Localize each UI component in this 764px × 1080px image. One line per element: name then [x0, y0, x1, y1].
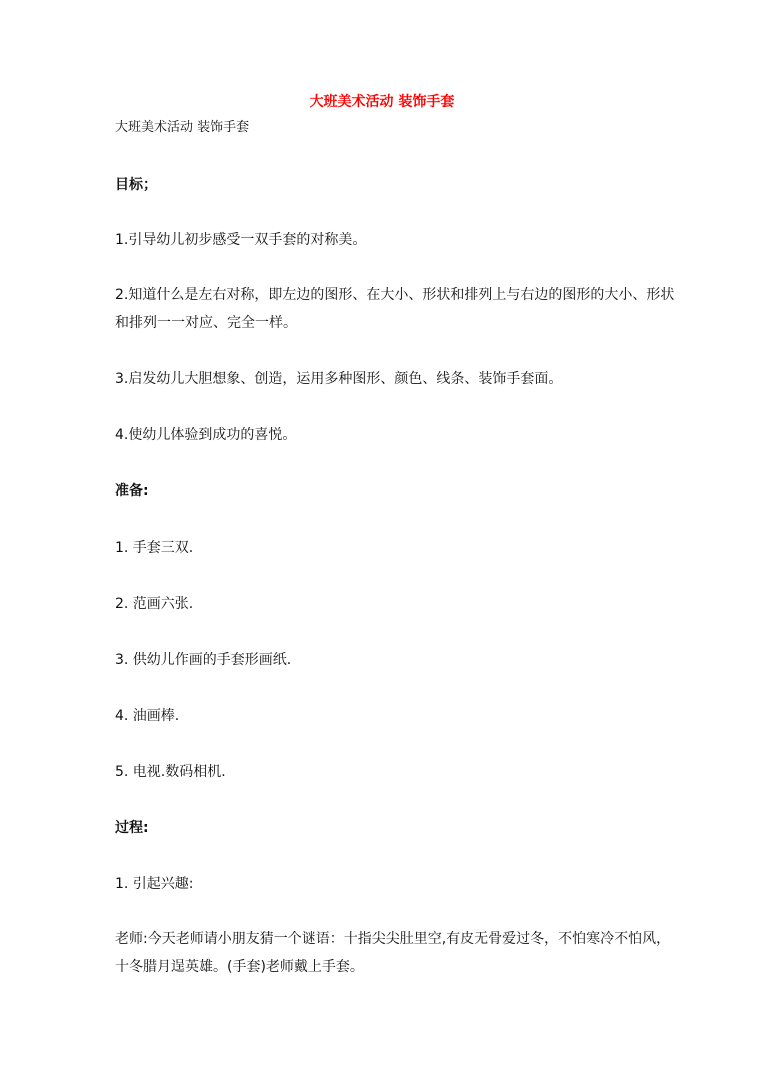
process-item: 1. 引起兴趣:: [115, 876, 194, 892]
document-title: 大班美术活动 装饰手套: [309, 94, 455, 110]
prep-item: 5. 电视.数码相机.: [115, 764, 226, 780]
goal-item: 4.使幼儿体验到成功的喜悦。: [115, 427, 297, 443]
goal-item: 1.引导幼儿初步感受一双手套的对称美。: [115, 232, 367, 248]
process-heading: 过程:: [115, 820, 149, 836]
prep-item: 2. 范画六张.: [115, 596, 194, 612]
prep-heading: 准备:: [115, 483, 149, 499]
process-paragraph: 老师:今天老师请小朋友猜一个谜语：十指尖尖肚里空,有皮无骨爱过冬，不怕寒冷不怕风，十冬腊月逞英雄。(手套)老师戴上手套。: [115, 931, 671, 975]
goals-heading: 目标；: [115, 177, 157, 193]
prep-item: 4. 油画棒.: [115, 708, 180, 724]
document-subtitle: 大班美术活动 装饰手套: [115, 120, 250, 135]
prep-item: 3. 供幼儿作画的手套形画纸.: [115, 652, 292, 668]
goal-item: 3.启发幼儿大胆想象、创造，运用多种图形、颜色、线条、装饰手套面。: [115, 371, 563, 387]
prep-item: 1. 手套三双.: [115, 540, 194, 556]
goal-item: 2.知道什么是左右对称，即左边的图形、在大小、形状和排列上与右边的图形的大小、形状和排列一一对应、完全一样。: [115, 287, 675, 331]
